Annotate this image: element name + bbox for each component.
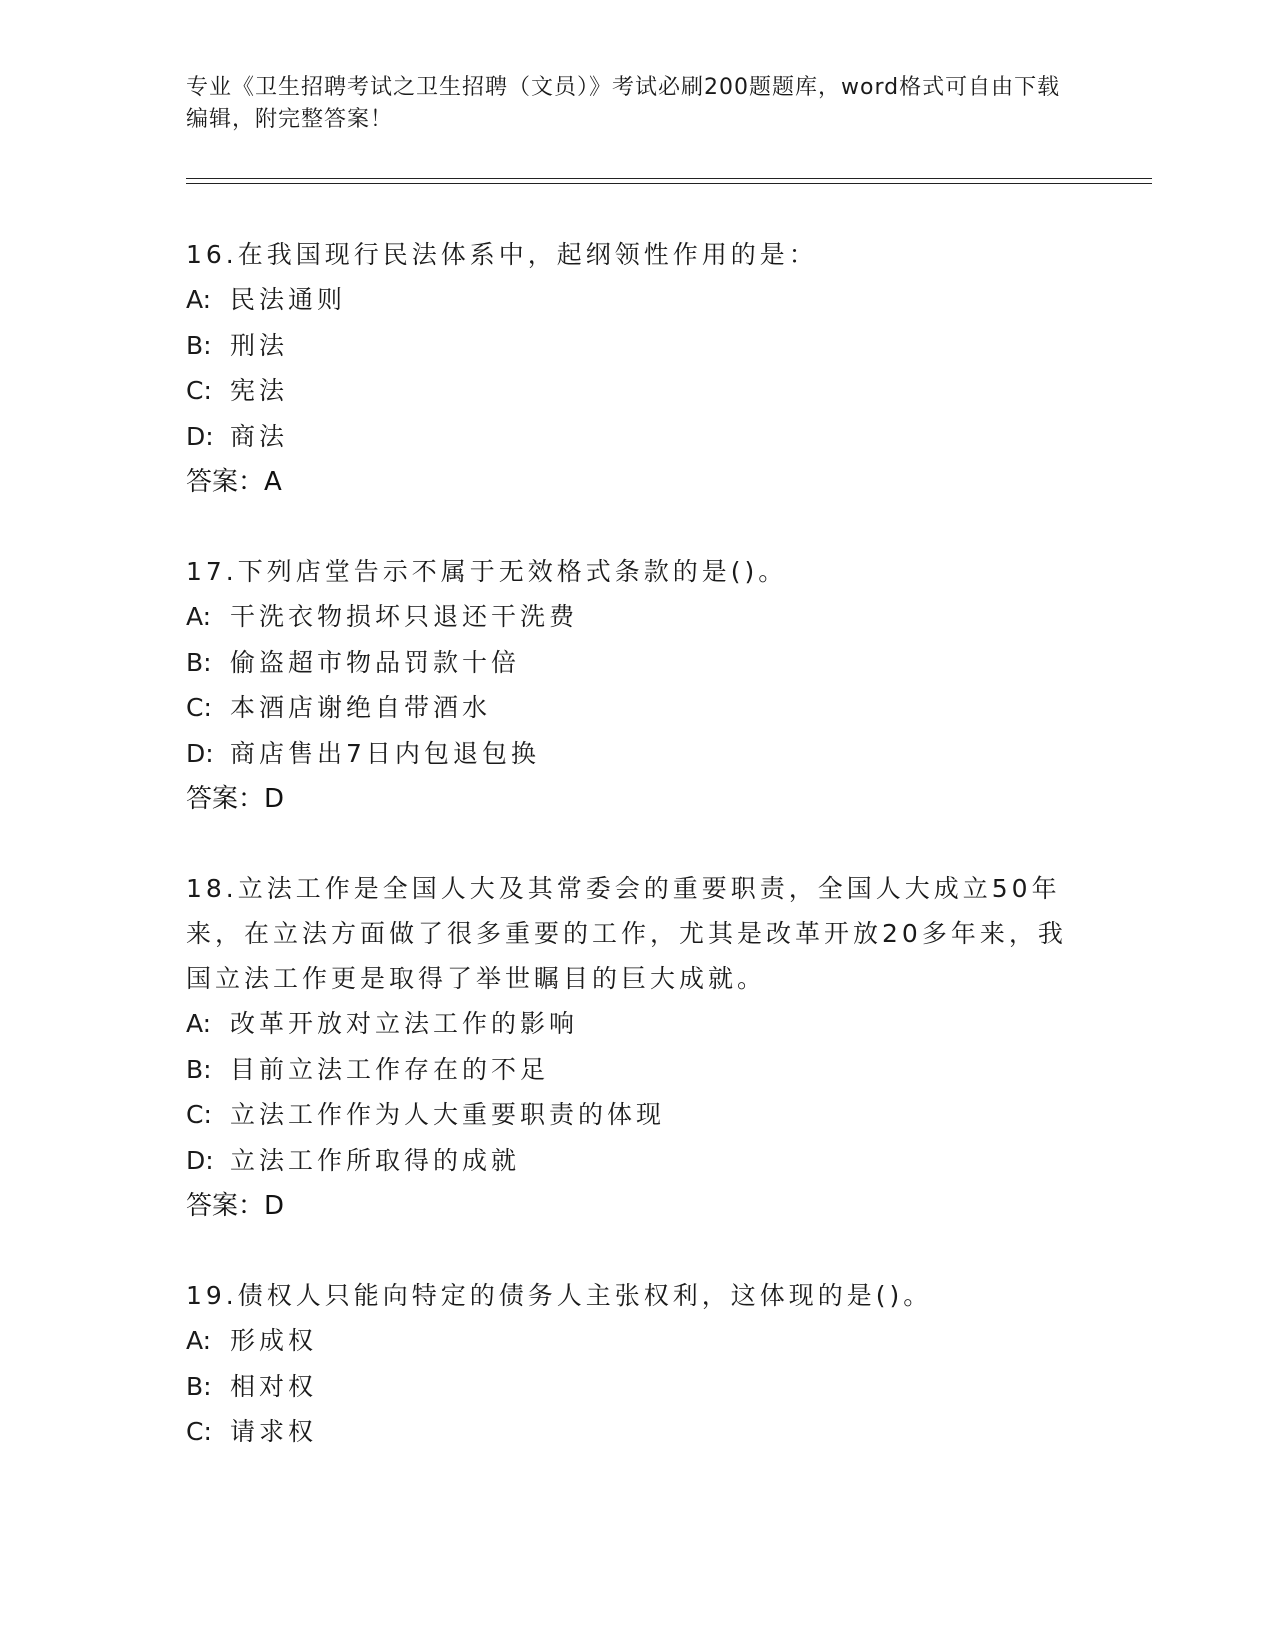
option-key: C: bbox=[186, 1100, 212, 1129]
option-text: 商店售出7日内包退包换 bbox=[230, 738, 540, 768]
option-key: C: bbox=[186, 1417, 212, 1446]
option-key: D: bbox=[186, 1145, 214, 1175]
option-b bbox=[186, 1047, 1086, 1093]
option-key: B: bbox=[186, 330, 212, 360]
option-b bbox=[186, 1364, 1086, 1410]
question-text: 19.债权人只能向特定的债务人主张权利，这体现的是()。 bbox=[186, 1281, 933, 1310]
question-list bbox=[186, 232, 1086, 1499]
header-divider-top bbox=[186, 178, 1152, 179]
option-text: 刑法 bbox=[230, 330, 289, 360]
option-key: C: bbox=[186, 376, 212, 405]
option-c bbox=[186, 1092, 1086, 1138]
option-text: 相对权 bbox=[230, 1371, 318, 1401]
option-b bbox=[186, 640, 1086, 686]
question-19 bbox=[186, 1273, 1086, 1455]
option-key: D: bbox=[186, 738, 214, 768]
option-key: B: bbox=[186, 1054, 212, 1084]
question-text: 18.立法工作是全国人大及其常委会的重要职责，全国人大成立50年来，在立法方面做了很多重要的工作，尤其是改革开放20多年来，我国立法工作更是取得了举世瞩目的巨大成就。 bbox=[186, 874, 1067, 993]
option-key: A: bbox=[186, 1009, 212, 1038]
option-text: 请求权 bbox=[230, 1417, 318, 1446]
option-text: 干洗衣物损坏只退还干洗费 bbox=[230, 602, 579, 631]
option-c bbox=[186, 1409, 1086, 1455]
option-key: B: bbox=[186, 1371, 212, 1401]
header-divider-bottom bbox=[186, 183, 1152, 184]
answer-line: 答案：A bbox=[186, 467, 282, 497]
option-key: B: bbox=[186, 647, 212, 677]
option-text: 宪法 bbox=[230, 376, 289, 405]
question-18 bbox=[186, 866, 1086, 1229]
answer-line: 答案：D bbox=[186, 784, 285, 814]
option-text: 本酒店谢绝自带酒水 bbox=[230, 693, 492, 722]
option-text: 立法工作所取得的成就 bbox=[230, 1145, 521, 1175]
option-text: 立法工作作为人大重要职责的体现 bbox=[230, 1100, 666, 1129]
question-16 bbox=[186, 232, 1086, 505]
option-c bbox=[186, 685, 1086, 731]
document-header: 专业《卫生招聘考试之卫生招聘（文员）》考试必刷200题题库，word格式可自由下载编辑，附完整答案！ bbox=[186, 75, 1061, 132]
option-key: A: bbox=[186, 1326, 212, 1355]
question-text: 16.在我国现行民法体系中，起纲领性作用的是： bbox=[186, 240, 818, 269]
option-a bbox=[186, 594, 1086, 640]
option-text: 改革开放对立法工作的影响 bbox=[230, 1009, 579, 1038]
question-17 bbox=[186, 549, 1086, 822]
option-d bbox=[186, 731, 1086, 777]
question-text: 17.下列店堂告示不属于无效格式条款的是()。 bbox=[186, 557, 788, 586]
option-text: 商法 bbox=[230, 421, 289, 451]
answer-line: 答案：D bbox=[186, 1191, 285, 1221]
option-key: A: bbox=[186, 285, 212, 314]
option-a bbox=[186, 1318, 1086, 1364]
option-a bbox=[186, 277, 1086, 323]
option-a bbox=[186, 1001, 1086, 1047]
option-text: 偷盗超市物品罚款十倍 bbox=[230, 647, 521, 677]
option-key: A: bbox=[186, 602, 212, 631]
option-text: 目前立法工作存在的不足 bbox=[230, 1054, 550, 1084]
option-d bbox=[186, 414, 1086, 460]
option-key: D: bbox=[186, 421, 214, 451]
option-b bbox=[186, 323, 1086, 369]
option-text: 民法通则 bbox=[230, 285, 347, 314]
option-text: 形成权 bbox=[230, 1326, 318, 1355]
option-key: C: bbox=[186, 693, 212, 722]
option-d bbox=[186, 1138, 1086, 1184]
option-c bbox=[186, 368, 1086, 414]
